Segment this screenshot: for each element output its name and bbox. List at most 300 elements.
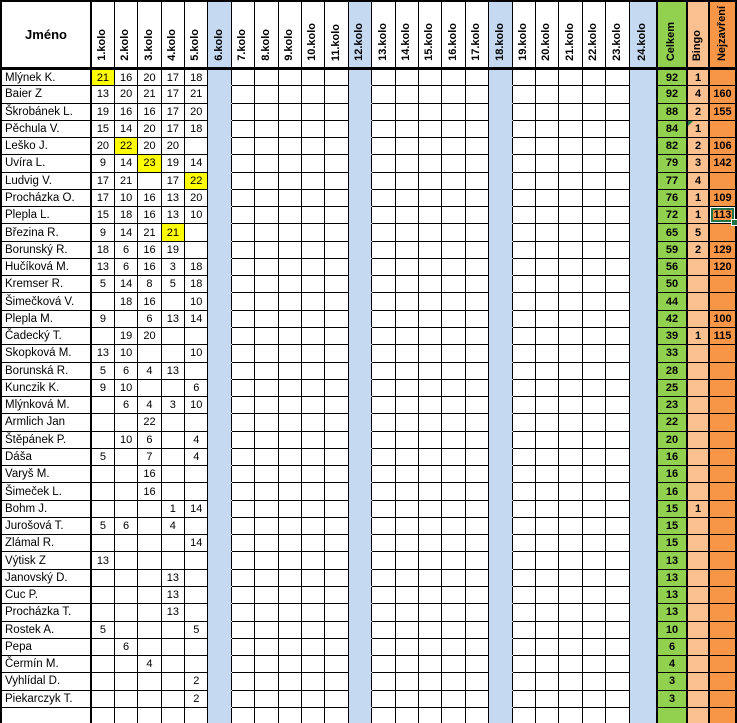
score-cell[interactable] xyxy=(535,397,558,414)
player-name-cell[interactable]: Dáša xyxy=(1,448,91,465)
score-cell[interactable] xyxy=(606,241,629,258)
score-cell[interactable] xyxy=(489,155,512,172)
player-name-cell[interactable]: Ludvig V. xyxy=(1,172,91,189)
bingo-cell[interactable] xyxy=(687,362,709,379)
player-name-cell[interactable]: Jurošová T. xyxy=(1,517,91,534)
player-name-cell[interactable]: Baier Z xyxy=(1,86,91,103)
score-cell[interactable] xyxy=(302,258,325,275)
score-cell[interactable] xyxy=(185,483,208,500)
score-cell[interactable] xyxy=(208,431,231,448)
score-cell[interactable] xyxy=(372,138,395,155)
best-cell[interactable] xyxy=(709,535,736,552)
score-cell[interactable] xyxy=(465,587,488,604)
score-cell[interactable]: 10 xyxy=(185,207,208,224)
score-cell[interactable] xyxy=(489,224,512,241)
score-cell[interactable] xyxy=(138,172,161,189)
total-cell[interactable]: 4 xyxy=(657,656,687,673)
score-cell[interactable] xyxy=(489,517,512,534)
score-cell[interactable] xyxy=(418,397,441,414)
score-cell[interactable] xyxy=(629,189,657,206)
score-cell[interactable] xyxy=(629,258,657,275)
score-cell[interactable]: 22 xyxy=(114,138,137,155)
score-cell[interactable] xyxy=(255,448,278,465)
score-cell[interactable] xyxy=(395,707,418,723)
score-cell[interactable] xyxy=(535,673,558,690)
score-cell[interactable] xyxy=(442,500,465,517)
player-name-cell[interactable]: Bohm J. xyxy=(1,500,91,517)
bingo-cell[interactable]: 5 xyxy=(687,224,709,241)
score-cell[interactable] xyxy=(302,466,325,483)
score-cell[interactable] xyxy=(465,258,488,275)
score-cell[interactable] xyxy=(606,621,629,638)
score-cell[interactable] xyxy=(302,362,325,379)
score-cell[interactable] xyxy=(629,224,657,241)
score-cell[interactable] xyxy=(231,638,254,655)
score-cell[interactable] xyxy=(208,189,231,206)
score-cell[interactable]: 6 xyxy=(114,397,137,414)
score-cell[interactable] xyxy=(465,103,488,120)
score-cell[interactable] xyxy=(302,483,325,500)
score-cell[interactable] xyxy=(138,673,161,690)
score-cell[interactable] xyxy=(278,483,301,500)
score-cell[interactable]: 7 xyxy=(138,448,161,465)
score-cell[interactable] xyxy=(372,172,395,189)
score-cell[interactable] xyxy=(231,483,254,500)
score-cell[interactable]: 13 xyxy=(91,345,114,362)
score-cell[interactable] xyxy=(348,207,371,224)
score-cell[interactable] xyxy=(231,466,254,483)
score-cell[interactable] xyxy=(278,552,301,569)
score-cell[interactable] xyxy=(582,362,605,379)
score-cell[interactable] xyxy=(302,552,325,569)
score-cell[interactable] xyxy=(208,69,231,86)
score-cell[interactable] xyxy=(325,673,348,690)
bingo-cell[interactable] xyxy=(687,535,709,552)
score-cell[interactable] xyxy=(559,86,582,103)
score-cell[interactable] xyxy=(535,707,558,723)
score-cell[interactable] xyxy=(559,431,582,448)
score-cell[interactable]: 13 xyxy=(91,258,114,275)
bingo-cell[interactable]: 2 xyxy=(687,241,709,258)
score-cell[interactable] xyxy=(442,86,465,103)
score-cell[interactable] xyxy=(302,414,325,431)
score-cell[interactable] xyxy=(606,673,629,690)
score-cell[interactable] xyxy=(629,276,657,293)
score-cell[interactable]: 6 xyxy=(185,379,208,396)
total-cell[interactable]: 82 xyxy=(657,138,687,155)
player-name-cell[interactable]: Hučíková M. xyxy=(1,258,91,275)
score-cell[interactable]: 23 xyxy=(138,155,161,172)
score-cell[interactable] xyxy=(372,397,395,414)
score-cell[interactable] xyxy=(606,379,629,396)
score-cell[interactable] xyxy=(512,120,535,137)
best-cell[interactable]: 155 xyxy=(709,103,736,120)
score-cell[interactable] xyxy=(489,707,512,723)
best-cell[interactable] xyxy=(709,638,736,655)
total-cell[interactable]: 16 xyxy=(657,448,687,465)
score-cell[interactable] xyxy=(582,276,605,293)
bingo-cell[interactable]: 1 xyxy=(687,189,709,206)
score-cell[interactable] xyxy=(535,86,558,103)
best-cell[interactable]: 120 xyxy=(709,258,736,275)
score-cell[interactable] xyxy=(606,138,629,155)
score-cell[interactable] xyxy=(278,621,301,638)
score-cell[interactable] xyxy=(208,276,231,293)
score-cell[interactable] xyxy=(208,587,231,604)
bingo-cell[interactable] xyxy=(687,638,709,655)
score-cell[interactable] xyxy=(255,621,278,638)
bingo-cell[interactable] xyxy=(687,310,709,327)
score-cell[interactable]: 16 xyxy=(138,241,161,258)
score-cell[interactable] xyxy=(395,690,418,707)
score-cell[interactable]: 19 xyxy=(161,155,184,172)
score-cell[interactable] xyxy=(231,379,254,396)
score-cell[interactable] xyxy=(489,621,512,638)
score-cell[interactable] xyxy=(559,604,582,621)
score-cell[interactable]: 8 xyxy=(138,276,161,293)
score-cell[interactable] xyxy=(559,258,582,275)
score-cell[interactable]: 17 xyxy=(161,86,184,103)
score-cell[interactable] xyxy=(395,155,418,172)
score-cell[interactable] xyxy=(325,517,348,534)
score-cell[interactable] xyxy=(489,293,512,310)
score-cell[interactable] xyxy=(325,69,348,86)
score-cell[interactable] xyxy=(442,621,465,638)
score-cell[interactable] xyxy=(606,500,629,517)
score-cell[interactable]: 6 xyxy=(114,638,137,655)
score-cell[interactable] xyxy=(395,604,418,621)
score-cell[interactable] xyxy=(255,673,278,690)
score-cell[interactable] xyxy=(512,690,535,707)
score-cell[interactable] xyxy=(489,310,512,327)
score-cell[interactable]: 2 xyxy=(185,690,208,707)
score-cell[interactable] xyxy=(512,258,535,275)
score-cell[interactable] xyxy=(325,604,348,621)
score-cell[interactable] xyxy=(255,535,278,552)
score-cell[interactable] xyxy=(395,638,418,655)
total-cell[interactable]: 84 xyxy=(657,120,687,137)
score-cell[interactable] xyxy=(559,414,582,431)
score-cell[interactable] xyxy=(185,138,208,155)
score-cell[interactable] xyxy=(231,276,254,293)
score-cell[interactable] xyxy=(372,604,395,621)
score-cell[interactable] xyxy=(629,431,657,448)
score-cell[interactable] xyxy=(535,483,558,500)
score-cell[interactable] xyxy=(418,86,441,103)
total-cell[interactable]: 50 xyxy=(657,276,687,293)
score-cell[interactable] xyxy=(559,517,582,534)
score-cell[interactable] xyxy=(418,224,441,241)
score-cell[interactable] xyxy=(278,207,301,224)
score-cell[interactable] xyxy=(325,120,348,137)
score-cell[interactable] xyxy=(559,189,582,206)
score-cell[interactable] xyxy=(606,604,629,621)
score-cell[interactable] xyxy=(278,707,301,723)
score-cell[interactable] xyxy=(255,552,278,569)
score-cell[interactable] xyxy=(255,155,278,172)
score-cell[interactable] xyxy=(465,690,488,707)
score-cell[interactable] xyxy=(231,138,254,155)
score-cell[interactable] xyxy=(442,258,465,275)
bingo-cell[interactable] xyxy=(687,466,709,483)
score-cell[interactable] xyxy=(512,517,535,534)
score-cell[interactable] xyxy=(512,362,535,379)
score-cell[interactable] xyxy=(138,345,161,362)
score-cell[interactable] xyxy=(489,69,512,86)
score-cell[interactable] xyxy=(278,224,301,241)
score-cell[interactable] xyxy=(395,569,418,586)
score-cell[interactable] xyxy=(535,656,558,673)
score-cell[interactable] xyxy=(255,241,278,258)
score-cell[interactable] xyxy=(395,86,418,103)
score-cell[interactable] xyxy=(582,189,605,206)
score-cell[interactable] xyxy=(231,587,254,604)
score-cell[interactable]: 13 xyxy=(161,189,184,206)
score-cell[interactable] xyxy=(372,552,395,569)
score-cell[interactable] xyxy=(535,189,558,206)
column-header-round-18[interactable] xyxy=(489,1,512,69)
score-cell[interactable] xyxy=(395,483,418,500)
score-cell[interactable] xyxy=(325,224,348,241)
score-cell[interactable] xyxy=(465,362,488,379)
score-cell[interactable] xyxy=(629,397,657,414)
score-cell[interactable]: 17 xyxy=(161,172,184,189)
bingo-cell[interactable] xyxy=(687,431,709,448)
bingo-cell[interactable] xyxy=(687,707,709,723)
score-cell[interactable]: 13 xyxy=(161,207,184,224)
score-cell[interactable] xyxy=(442,535,465,552)
score-cell[interactable] xyxy=(606,414,629,431)
score-cell[interactable] xyxy=(302,138,325,155)
score-cell[interactable] xyxy=(465,138,488,155)
score-cell[interactable] xyxy=(255,293,278,310)
score-cell[interactable] xyxy=(231,604,254,621)
score-cell[interactable] xyxy=(302,569,325,586)
score-cell[interactable] xyxy=(442,690,465,707)
score-cell[interactable] xyxy=(325,86,348,103)
score-cell[interactable] xyxy=(372,207,395,224)
score-cell[interactable] xyxy=(465,656,488,673)
bingo-cell[interactable] xyxy=(687,604,709,621)
best-cell[interactable] xyxy=(709,69,736,86)
score-cell[interactable] xyxy=(372,448,395,465)
score-cell[interactable] xyxy=(559,310,582,327)
score-cell[interactable]: 20 xyxy=(185,189,208,206)
score-cell[interactable] xyxy=(348,120,371,137)
score-cell[interactable] xyxy=(395,293,418,310)
score-cell[interactable] xyxy=(325,656,348,673)
score-cell[interactable] xyxy=(372,120,395,137)
score-cell[interactable]: 16 xyxy=(138,258,161,275)
score-cell[interactable]: 19 xyxy=(114,328,137,345)
bingo-cell[interactable] xyxy=(687,258,709,275)
score-cell[interactable]: 14 xyxy=(114,276,137,293)
score-cell[interactable] xyxy=(442,604,465,621)
score-cell[interactable] xyxy=(512,448,535,465)
score-cell[interactable] xyxy=(559,120,582,137)
score-cell[interactable] xyxy=(465,293,488,310)
score-cell[interactable] xyxy=(582,397,605,414)
score-cell[interactable] xyxy=(559,587,582,604)
score-cell[interactable] xyxy=(302,638,325,655)
score-cell[interactable] xyxy=(185,224,208,241)
score-cell[interactable]: 16 xyxy=(114,103,137,120)
score-cell[interactable] xyxy=(582,604,605,621)
score-cell[interactable] xyxy=(512,707,535,723)
score-cell[interactable]: 14 xyxy=(185,310,208,327)
score-cell[interactable] xyxy=(582,517,605,534)
score-cell[interactable] xyxy=(418,448,441,465)
column-header-round-2[interactable] xyxy=(114,1,137,69)
score-cell[interactable] xyxy=(372,189,395,206)
score-cell[interactable] xyxy=(255,414,278,431)
score-cell[interactable] xyxy=(302,224,325,241)
score-cell[interactable] xyxy=(629,604,657,621)
score-cell[interactable] xyxy=(489,189,512,206)
score-cell[interactable] xyxy=(161,466,184,483)
score-cell[interactable] xyxy=(512,587,535,604)
score-cell[interactable] xyxy=(606,258,629,275)
score-cell[interactable] xyxy=(231,535,254,552)
score-cell[interactable] xyxy=(535,587,558,604)
score-cell[interactable]: 20 xyxy=(138,120,161,137)
score-cell[interactable]: 18 xyxy=(185,276,208,293)
score-cell[interactable] xyxy=(489,276,512,293)
score-cell[interactable] xyxy=(302,397,325,414)
score-cell[interactable]: 1 xyxy=(161,500,184,517)
score-cell[interactable] xyxy=(582,535,605,552)
score-cell[interactable] xyxy=(278,673,301,690)
score-cell[interactable] xyxy=(325,345,348,362)
score-cell[interactable] xyxy=(231,707,254,723)
score-cell[interactable] xyxy=(138,707,161,723)
score-cell[interactable] xyxy=(465,189,488,206)
score-cell[interactable] xyxy=(559,69,582,86)
score-cell[interactable] xyxy=(161,621,184,638)
score-cell[interactable] xyxy=(302,293,325,310)
score-cell[interactable]: 16 xyxy=(138,483,161,500)
score-cell[interactable] xyxy=(512,86,535,103)
score-cell[interactable] xyxy=(325,621,348,638)
score-cell[interactable] xyxy=(559,500,582,517)
score-cell[interactable] xyxy=(372,379,395,396)
score-cell[interactable] xyxy=(629,328,657,345)
player-name-cell[interactable]: Skopková M. xyxy=(1,345,91,362)
score-cell[interactable] xyxy=(395,621,418,638)
score-cell[interactable] xyxy=(512,189,535,206)
total-cell[interactable]: 25 xyxy=(657,379,687,396)
score-cell[interactable] xyxy=(208,103,231,120)
score-cell[interactable] xyxy=(302,172,325,189)
score-cell[interactable] xyxy=(372,707,395,723)
score-cell[interactable] xyxy=(465,569,488,586)
score-cell[interactable] xyxy=(278,345,301,362)
total-cell[interactable]: 76 xyxy=(657,189,687,206)
score-cell[interactable] xyxy=(418,587,441,604)
column-header-round-16[interactable] xyxy=(442,1,465,69)
score-cell[interactable] xyxy=(606,189,629,206)
score-cell[interactable] xyxy=(606,276,629,293)
score-cell[interactable] xyxy=(535,138,558,155)
score-cell[interactable] xyxy=(325,431,348,448)
score-cell[interactable] xyxy=(489,466,512,483)
score-cell[interactable] xyxy=(582,241,605,258)
score-cell[interactable]: 14 xyxy=(114,120,137,137)
fill-handle[interactable] xyxy=(731,219,737,226)
player-name-cell[interactable]: Čermín M. xyxy=(1,656,91,673)
score-cell[interactable] xyxy=(629,552,657,569)
score-cell[interactable] xyxy=(512,569,535,586)
score-cell[interactable] xyxy=(325,379,348,396)
bingo-cell[interactable] xyxy=(687,414,709,431)
score-cell[interactable] xyxy=(255,276,278,293)
score-cell[interactable] xyxy=(489,569,512,586)
score-cell[interactable] xyxy=(582,707,605,723)
score-cell[interactable] xyxy=(208,604,231,621)
best-cell[interactable]: 115 xyxy=(709,328,736,345)
score-cell[interactable] xyxy=(418,207,441,224)
score-cell[interactable] xyxy=(348,276,371,293)
score-cell[interactable] xyxy=(325,328,348,345)
score-cell[interactable] xyxy=(606,535,629,552)
score-cell[interactable] xyxy=(442,293,465,310)
score-cell[interactable] xyxy=(512,379,535,396)
score-cell[interactable] xyxy=(465,448,488,465)
column-header-round-21[interactable] xyxy=(559,1,582,69)
score-cell[interactable] xyxy=(302,690,325,707)
player-name-cell[interactable]: Varyš M. xyxy=(1,466,91,483)
score-cell[interactable]: 13 xyxy=(161,604,184,621)
score-cell[interactable] xyxy=(231,120,254,137)
score-cell[interactable] xyxy=(395,500,418,517)
score-cell[interactable] xyxy=(255,431,278,448)
score-cell[interactable]: 20 xyxy=(91,138,114,155)
score-cell[interactable] xyxy=(114,707,137,723)
player-name-cell[interactable]: Výtisk Z xyxy=(1,552,91,569)
total-cell[interactable]: 16 xyxy=(657,466,687,483)
score-cell[interactable] xyxy=(325,103,348,120)
score-cell[interactable] xyxy=(442,155,465,172)
score-cell[interactable] xyxy=(418,466,441,483)
score-cell[interactable] xyxy=(185,517,208,534)
score-cell[interactable] xyxy=(348,414,371,431)
bingo-cell[interactable] xyxy=(687,673,709,690)
score-cell[interactable] xyxy=(559,448,582,465)
score-cell[interactable] xyxy=(208,569,231,586)
score-cell[interactable] xyxy=(255,379,278,396)
score-cell[interactable] xyxy=(185,362,208,379)
score-cell[interactable] xyxy=(629,172,657,189)
score-cell[interactable]: 5 xyxy=(185,621,208,638)
score-cell[interactable] xyxy=(231,345,254,362)
score-cell[interactable] xyxy=(138,500,161,517)
score-cell[interactable] xyxy=(208,362,231,379)
score-cell[interactable] xyxy=(91,414,114,431)
score-cell[interactable] xyxy=(606,483,629,500)
score-cell[interactable] xyxy=(91,397,114,414)
total-cell[interactable]: 15 xyxy=(657,500,687,517)
score-cell[interactable] xyxy=(208,535,231,552)
score-cell[interactable] xyxy=(91,638,114,655)
score-cell[interactable] xyxy=(114,466,137,483)
score-cell[interactable] xyxy=(442,587,465,604)
score-cell[interactable]: 20 xyxy=(138,69,161,86)
score-cell[interactable] xyxy=(489,172,512,189)
score-cell[interactable] xyxy=(231,310,254,327)
player-name-cell[interactable]: Pěchula V. xyxy=(1,120,91,137)
score-cell[interactable]: 13 xyxy=(161,310,184,327)
column-header-name[interactable]: Jméno xyxy=(1,1,91,69)
